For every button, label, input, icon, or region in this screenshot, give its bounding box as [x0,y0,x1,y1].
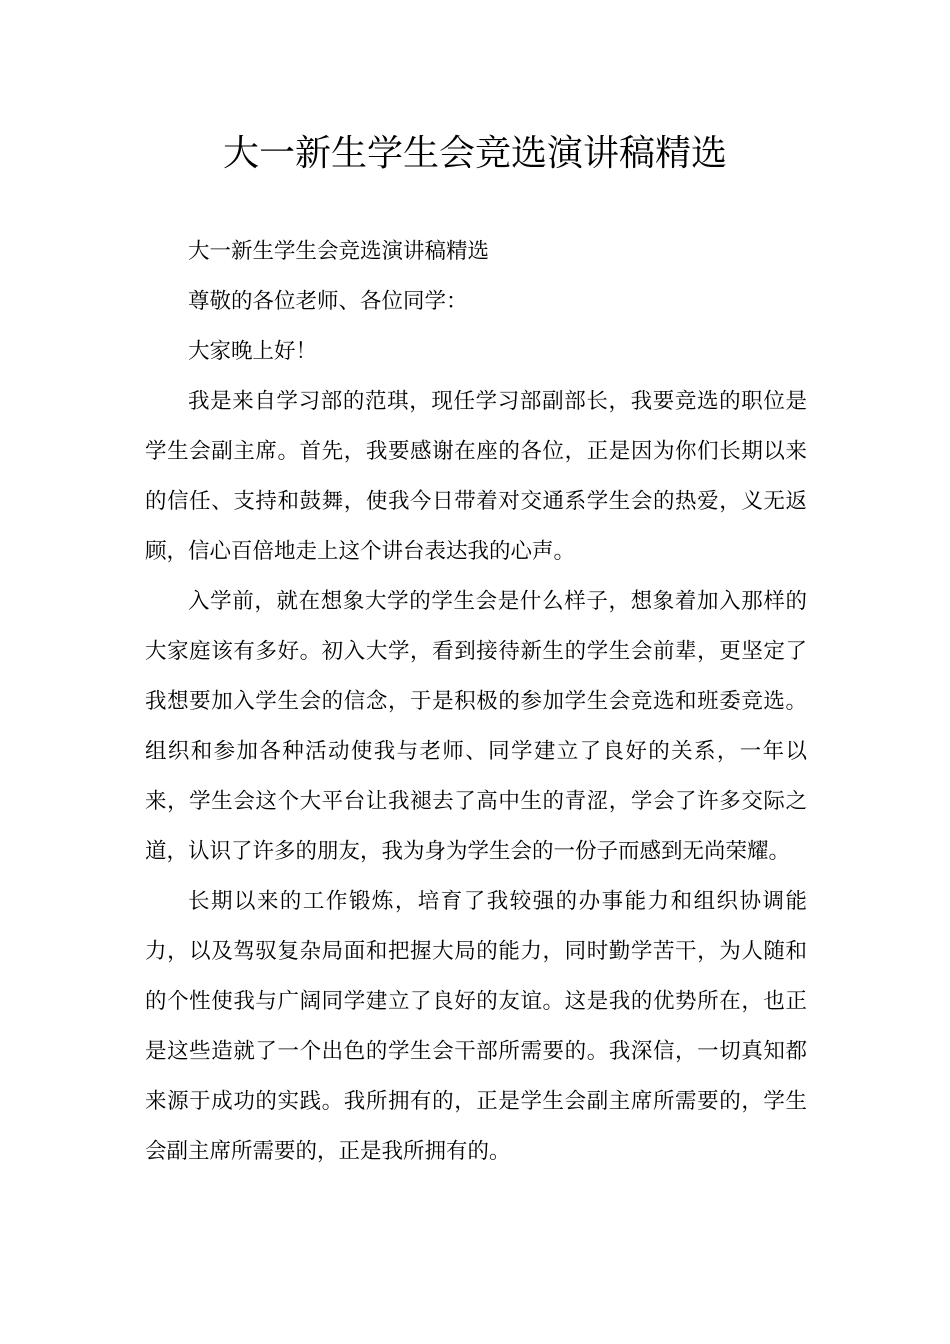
paragraph-experience: 入学前，就在想象大学的学生会是什么样子，想象着加入那样的大家庭该有多好。初入大学，看到接待新生的学生会前辈，更坚定了我想要加入学生会的信念，于是积极的参加学生会竞选和班委竞选。组织和参加各种活动使我与老师、同学建立了良好的关系，一年以来，学生会这个大平台让我褪去了高中生的青涩，学会了许多交际之道，认识了许多的朋友，我为身为学生会的一份子而感到无尚荣耀。 [145,589,807,864]
paragraph-greeting: 大家晚上好！ [188,339,318,364]
paragraph-subtitle: 大一新生学生会竞选演讲稿精选 [188,239,490,264]
document-title: 大一新生学生会竞选演讲稿精选 [222,133,727,174]
paragraph-introduction: 我是来自学习部的范琪，现任学习部副部长，我要竞选的职位是学生会副主席。首先，我要感谢在座的各位，正是因为你们长期以来的信任、支持和鼓舞，使我今日带着对交通系学生会的热爱，义无返顾，信心百倍地走上这个讲台表达我的心声。 [145,389,807,564]
document-body [145,227,807,1177]
paragraph-strengths: 长期以来的工作锻炼，培育了我较强的办事能力和组织协调能力，以及驾驭复杂局面和把握大局的能力，同时勤学苦干，为人随和的个性使我与广阔同学建立了良好的友谊。这是我的优势所在，也正是这些造就了一个出色的学生会干部所需要的。我深信，一切真知都来源于成功的实践。我所拥有的，正是学生会副主席所需要的，学生会副主席所需要的，正是我所拥有的。 [145,889,807,1164]
paragraph-salutation: 尊敬的各位老师、各位同学： [188,289,468,314]
